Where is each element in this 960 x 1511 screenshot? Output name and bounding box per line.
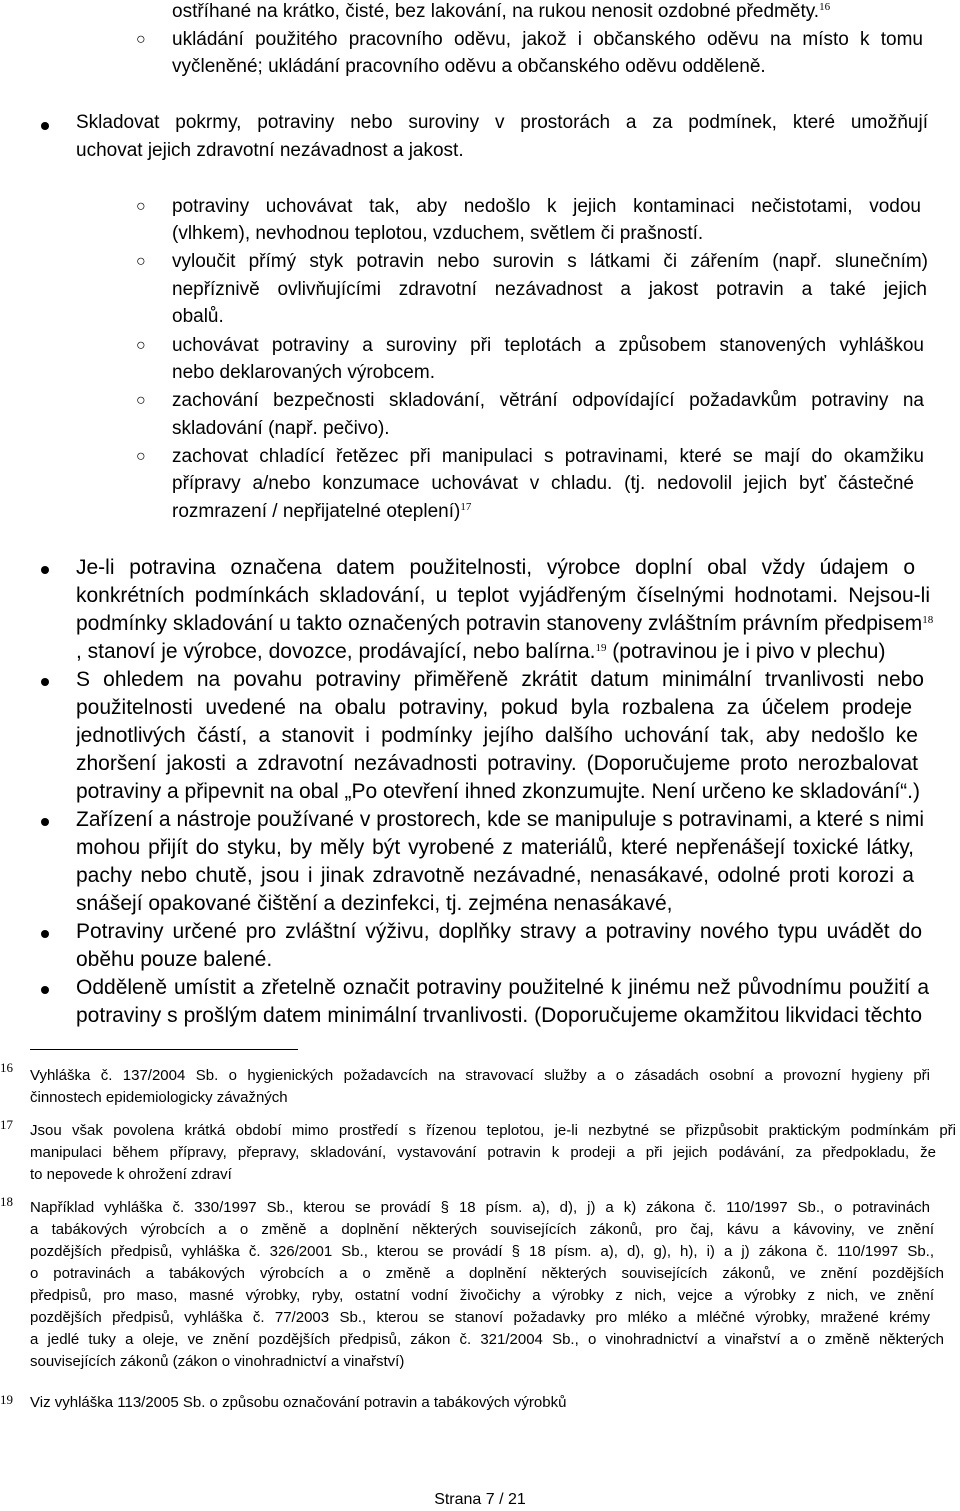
bullet-line: pachy nebo chutě, jsou i jinak zdravotně nezávadné, nenasákavé, odolné proti korozi a [76, 864, 914, 887]
bullet-line: S ohledem na povahu potraviny přiměřeně zkrátit datum minimální trvanlivosti nebo [76, 668, 924, 691]
bullet-line: uchovat jejich zdravotní nezávadnost a jakost. [76, 140, 464, 161]
bullet-line: potraviny s prošlým datem minimální trvanlivosti. (Doporučujeme okamžitou likvidaci těchto [76, 1004, 922, 1027]
bullet-dot [41, 678, 49, 686]
bullet-line: zhoršení jakosti a zdravotní nezávadnosti potraviny. (Doporučujeme proto nerozbalovat [76, 752, 918, 775]
footnote-line: a tabákových výrobcích a o změně a doplnění některých souvisejících zákonů, pro čaj, kávu a kávoviny, ve znění [30, 1221, 934, 1238]
footnote-number: 18 [0, 1194, 13, 1209]
bullet-line: Skladovat pokrmy, potraviny nebo suroviny v prostorách a za podmínek, které umožňují [76, 112, 928, 133]
circle-bullet: ○ [136, 337, 146, 354]
bullet-line: Je-li potravina označena datem použitelnosti, výrobce doplní obal vždy údajem o [76, 556, 915, 579]
footnote-ref[interactable]: 19 [595, 642, 607, 654]
sub-item-line: ukládání použitého pracovního oděvu, jakož i občanského oděvu na místo k tomu [172, 29, 923, 50]
circle-bullet: ○ [136, 253, 146, 270]
bullet-line: Odděleně umístit a zřetelně označit potraviny použitelné k jinému než původnímu použití a [76, 976, 929, 999]
footnote-number: 19 [0, 1392, 13, 1407]
sub-item-line: zachovat chladící řetězec při manipulaci s potravinami, které se mají do okamžiku [172, 446, 924, 467]
footnote-line: Viz vyhláška 113/2005 Sb. o způsobu označování potravin a tabákových výrobků [30, 1394, 567, 1411]
footnote-line: a jedlé tuky a oleje, ve znění pozdějších předpisů, zákon č. 321/2004 Sb., o vinohradnictví a vinařství a o změně některých [30, 1331, 944, 1348]
sub-item-line: (vlhkem), nevhodnou teplotou, vzduchem, světlem či prašností. [172, 223, 704, 244]
bullet-line: snášejí opakované čištění a dezinfekci, tj. zejména nenasákavé, [76, 892, 673, 915]
footnote-ref[interactable]: 16 [819, 1, 831, 13]
sub-item-line: nepříznivě ovlivňujícími zdravotní nezávadnost a jakost potravin a také jejich [172, 279, 927, 300]
bullet-line: potraviny a připevnit na obal „Po otevření ihned zkonzumujte. Není určeno ke skladování“.) [76, 780, 920, 803]
sub-item-line: přípravy a/nebo konzumace uchovávat v chladu. (tj. nedovolil jejich byť částečné [172, 473, 914, 494]
bullet-line: použitelnosti uvedené na obalu potraviny, pokud byla rozbalena za účelem prodeje [76, 696, 912, 719]
sub-item-line: vyloučit přímý styk potravin nebo surovin s látkami či zářením (např. slunečním) [172, 251, 928, 272]
footnote-line: manipulaci během přípravy, přepravy, skladování, vystavování potravin k prodeji a při jejich podávání, za předpokladu, že [30, 1144, 936, 1161]
bullet-line: , stanoví je výrobce, dovozce, prodávající, nebo balírna.$^{19}$ (potravinou je i pivo v plechu) [76, 640, 886, 663]
footnote-ref[interactable]: 17 [460, 501, 472, 513]
footnote-line: o potravinách a tabákových výrobcích a o změně a doplnění některých souvisejících zákonů, ve znění pozdějších [30, 1265, 944, 1282]
bullet-line: mohou přijít do styku, by měly být vyrobené z materiálů, které nepřenášejí toxické látky, [76, 836, 914, 859]
sub-item-line: rozmrazení / nepřijatelné oteplení)$^{17}$ [172, 501, 472, 522]
page-number: Strana 7 / 21 [434, 1491, 526, 1508]
bullet-line: jednotlivých částí, a stanovit i podmínky jejího dalšího uchování tak, aby nedošlo ke [76, 724, 918, 747]
bullet-line: Zařízení a nástroje používané v prostorech, kde se manipuluje s potravinami, a které s nimi [76, 808, 924, 831]
circle-bullet: ○ [136, 392, 146, 409]
sub-item-line: uchovávat potraviny a suroviny při teplotách a způsobem stanovených vyhláškou [172, 335, 924, 356]
bullet-dot [41, 818, 49, 826]
sub-item-line: potraviny uchovávat tak, aby nedošlo k jejich kontaminaci nečistotami, vodou [172, 196, 921, 217]
sub-item-line: ostříhané na krátko, čisté, bez lakování, na rukou nenosit ozdobné předměty.$^{16}$ [172, 1, 831, 22]
bullet-dot [41, 930, 49, 938]
circle-bullet: ○ [136, 198, 146, 215]
sub-item-line: skladování (např. pečivo). [172, 418, 390, 439]
footnote-line: souvisejících zákonů (zákon o vinohradnictví a vinařství) [30, 1353, 405, 1370]
footnote-line: činnostech epidemiologicky závažných [30, 1089, 288, 1106]
footnote-line: Například vyhláška č. 330/1997 Sb., kterou se provádí § 18 písm. a), d), j) a k) zákona č. 110/1997 Sb., o potravinách [30, 1199, 930, 1216]
bullet-dot [41, 566, 49, 574]
bullet-line: oběhu pouze balené. [76, 948, 273, 971]
circle-bullet: ○ [136, 31, 146, 48]
footnote-line: pozdějších předpisů, vyhláška č. 77/2003 Sb., kterou se stanoví požadavky pro mléko a mléčné výrobky, mražené krémy [30, 1309, 930, 1326]
footnote-line: Jsou však povolena krátká období mimo prostředí s řízenou teplotou, je-li nezbytné se přizpůsobit praktickým podmínkám při [30, 1122, 956, 1139]
bullet-line: Potraviny určené pro zvláštní výživu, doplňky stravy a potraviny nového typu uvádět do [76, 920, 922, 943]
sub-item-line: obalů. [172, 306, 224, 327]
bullet-line: konkrétních podmínkách skladování, u teplot vyjádřeným číselnými hodnotami. Nejsou-li [76, 584, 930, 607]
footnote-line: to nepovede k ohrožení zdraví [30, 1166, 232, 1183]
footnote-line: předpisů, pro maso, masné výrobky, ryby, ostatní vodní živočichy a výrobky z nich, vejce a výrobky z nich, ve znění [30, 1287, 934, 1304]
footnote-line: pozdějších předpisů, vyhláška č. 326/2001 Sb., kterou se provádí § 18 písm. a), d), g), h), i) a j) zákona č. 110/1997 Sb., [30, 1243, 934, 1260]
circle-bullet: ○ [136, 448, 146, 465]
bullet-dot [41, 122, 49, 130]
sub-item-line: vyčleněné; ukládání pracovního oděvu a občanského oděvu odděleně. [172, 56, 766, 77]
footnote-separator [30, 1049, 298, 1050]
footnote-number: 16 [0, 1060, 13, 1075]
footnote-line: Vyhláška č. 137/2004 Sb. o hygienických požadavcích na stravovací služby a o zásadách osobní a provozní hygieny při [30, 1067, 930, 1084]
footnote-number: 17 [0, 1117, 13, 1132]
sub-item-line: zachování bezpečnosti skladování, větrání odpovídající požadavkům potraviny na [172, 390, 924, 411]
footnote-ref[interactable]: 18 [922, 614, 934, 626]
sub-item-line: nebo deklarovaných výrobcem. [172, 362, 435, 383]
bullet-dot [41, 986, 49, 994]
bullet-line: podmínky skladování u takto označených potravin stanoveny zvláštním právním předpisem$^{18}$ [76, 612, 934, 635]
